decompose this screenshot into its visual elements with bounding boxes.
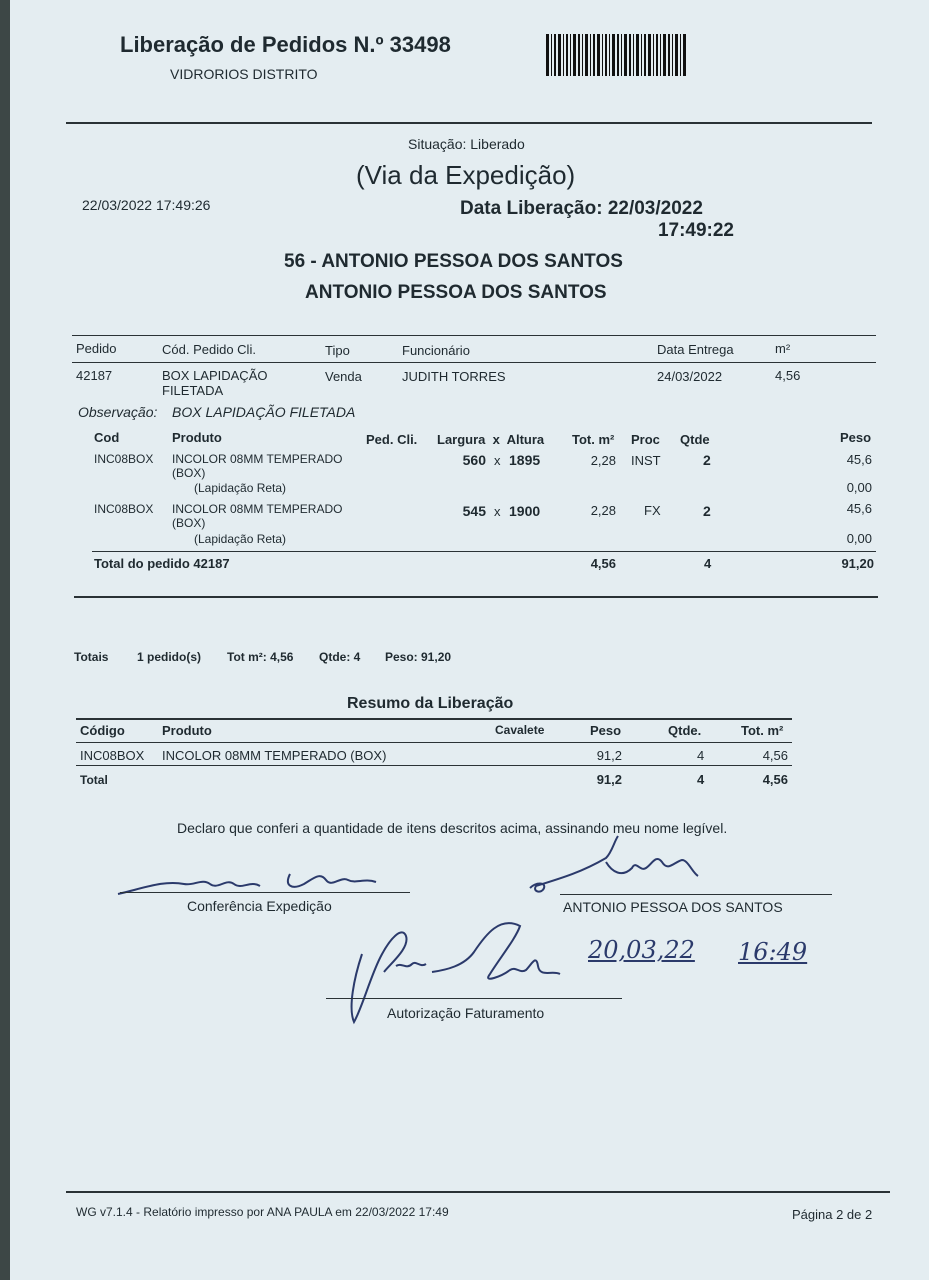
col-data-entrega: Data Entrega (657, 342, 734, 357)
totals-pedidos: 1 pedido(s) (137, 650, 202, 664)
order-total-m2: 4,56 (590, 556, 616, 571)
print-datetime: 22/03/2022 17:49:26 (82, 197, 211, 213)
item-2-produto-line2: (BOX) (172, 516, 206, 530)
order-top-rule (72, 335, 876, 336)
company-name: VIDRORIOS DISTRITO (170, 66, 318, 82)
order-total-qtde: 4 (704, 556, 712, 571)
item-2-altura: 1900 (509, 503, 541, 519)
items-col-proc: Proc (631, 432, 660, 447)
items-col-largura-altura: Largura x Altura (437, 432, 545, 447)
summary-col-cavalete: Cavalete (495, 723, 545, 737)
items-col-qtde: Qtde (680, 432, 710, 447)
order-total-rule (92, 551, 876, 552)
item-1-sub-peso: 0,00 (846, 480, 872, 495)
summary-row-tot-m2: 4,56 (762, 748, 788, 763)
col-pedido: Pedido (76, 341, 117, 356)
item-1-x: x (494, 453, 501, 468)
totals-label: Totais (74, 650, 109, 664)
summary-col-produto: Produto (162, 723, 212, 738)
summary-total-tot-m2: 4,56 (762, 772, 788, 787)
order-pedido: 42187 (76, 368, 113, 383)
order-data-entrega: 24/03/2022 (657, 369, 723, 384)
items-col-peso: Peso (840, 430, 872, 445)
conferencia-line (120, 892, 410, 893)
col-tipo: Tipo (325, 343, 350, 358)
item-1-proc: INST (631, 453, 661, 468)
item-1-tot-m2: 2,28 (590, 453, 616, 468)
observation-text: BOX LAPIDAÇÃO FILETADA (172, 404, 356, 420)
item-1-qtde: 2 (703, 452, 711, 468)
summary-total-label: Total (80, 773, 108, 787)
col-cod-cli: Cód. Pedido Cli. (162, 342, 256, 357)
copy-type: (Via da Expedição) (356, 160, 576, 190)
summary-total-peso: 91,2 (596, 772, 622, 787)
items-col-tot-m2: Tot. m² (572, 432, 615, 447)
item-2-peso: 45,6 (846, 501, 872, 516)
summary-row-peso: 91,2 (596, 748, 622, 763)
cliente-signature (522, 832, 722, 898)
item-2-largura: 545 (462, 503, 486, 519)
order-tipo: Venda (325, 369, 362, 384)
summary-col-qtde: Qtde. (668, 723, 702, 738)
summary-row-codigo: INC08BOX (80, 748, 145, 763)
summary-row-produto: INCOLOR 08MM TEMPERADO (BOX) (162, 748, 387, 763)
summary-row-rule (76, 765, 792, 766)
cliente-line (560, 894, 832, 895)
autorizacao-label: Autorização Faturamento (387, 1005, 545, 1021)
item-2-sub: (Lapidação Reta) (194, 532, 287, 546)
item-2-cod: INC08BOX (94, 502, 154, 516)
summary-col-peso: Peso (590, 723, 622, 738)
status-text: Situação: Liberado (408, 136, 525, 152)
order-m2: 4,56 (775, 368, 801, 383)
items-col-produto: Produto (172, 430, 222, 445)
cliente-label: ANTONIO PESSOA DOS SANTOS (563, 899, 783, 915)
observation-label: Observação: (78, 404, 158, 420)
item-1-largura: 560 (462, 452, 486, 468)
release-date: Data Liberação: 22/03/2022 (460, 198, 703, 219)
item-1-sub: (Lapidação Reta) (194, 481, 287, 495)
item-1-altura: 1895 (509, 452, 541, 468)
order-header-rule (72, 362, 876, 363)
item-2-sub-peso: 0,00 (846, 531, 872, 546)
summary-row-qtde: 4 (697, 748, 705, 763)
items-col-ped-cli: Ped. Cli. (366, 432, 418, 447)
col-m2: m² (775, 341, 791, 356)
items-col-cod: Cod (94, 430, 120, 445)
order-cod-cli-line2: FILETADA (162, 383, 224, 398)
summary-top-rule (76, 718, 792, 720)
item-1-peso: 45,6 (846, 452, 872, 467)
barcode (546, 34, 688, 76)
order-bottom-rule (74, 596, 878, 598)
totals-peso: Peso: 91,20 (385, 650, 452, 664)
client-code-name: 56 - ANTONIO PESSOA DOS SANTOS (284, 251, 623, 272)
handwritten-date: 20,03,22 (588, 936, 695, 964)
summary-header-rule (76, 742, 792, 743)
footer-rule (66, 1191, 890, 1193)
autorizacao-line (326, 998, 622, 999)
header-divider (66, 122, 872, 124)
release-time: 17:49:22 (657, 220, 734, 241)
document-title: Liberação de Pedidos N.º 33498 (120, 32, 451, 57)
handwritten-time: 16:49 (738, 938, 808, 966)
order-total-peso: 91,20 (841, 556, 874, 571)
summary-col-codigo: Código (80, 723, 125, 738)
order-cod-cli-line1: BOX LAPIDAÇÃO (162, 368, 268, 383)
summary-title: Resumo da Liberação (347, 695, 514, 712)
item-2-tot-m2: 2,28 (590, 503, 616, 518)
item-2-x: x (494, 504, 501, 519)
order-funcionario: JUDITH TORRES (402, 369, 506, 384)
page-number: Página 2 de 2 (792, 1207, 873, 1222)
item-1-produto-line2: (BOX) (172, 466, 206, 480)
item-2-proc: FX (644, 503, 661, 518)
summary-total-qtde: 4 (697, 772, 705, 787)
summary-col-tot-m2: Tot. m² (741, 723, 784, 738)
conferencia-signature (114, 860, 384, 900)
totals-qtde: Qtde: 4 (319, 650, 361, 664)
col-funcionario: Funcionário (402, 343, 470, 358)
conferencia-label: Conferência Expedição (187, 898, 332, 914)
item-2-produto-line1: INCOLOR 08MM TEMPERADO (172, 502, 343, 516)
totals-m2: Tot m²: 4,56 (227, 650, 294, 664)
client-name: ANTONIO PESSOA DOS SANTOS (305, 282, 607, 303)
item-2-qtde: 2 (703, 503, 711, 519)
footer-print-info: WG v7.1.4 - Relatório impresso por ANA PAULA em 22/03/2022 17:49 (76, 1205, 449, 1219)
item-1-cod: INC08BOX (94, 452, 154, 466)
declaration-text: Declaro que conferi a quantidade de itens descritos acima, assinando meu nome legível. (177, 820, 728, 836)
item-1-produto-line1: INCOLOR 08MM TEMPERADO (172, 452, 343, 466)
order-total-label: Total do pedido 42187 (94, 556, 230, 571)
document-page (10, 0, 929, 1280)
